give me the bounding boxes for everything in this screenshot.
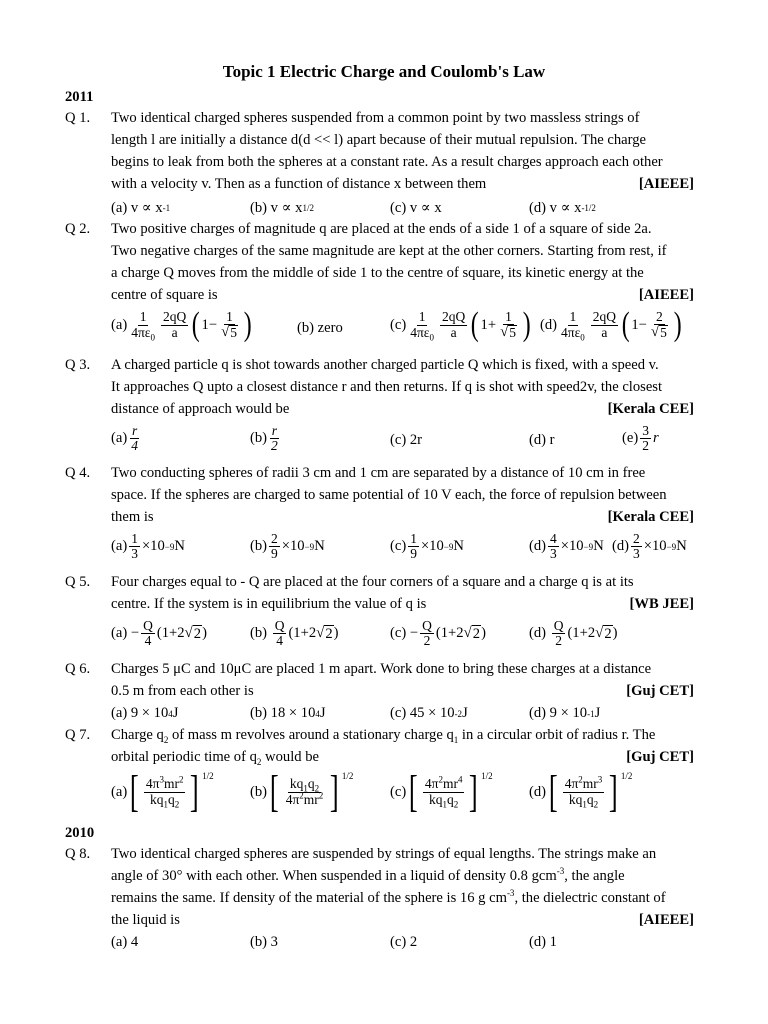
question-text: A charged particle q is shot towards another charged particle Q which is fixed, with a speed v. bbox=[111, 357, 659, 373]
question-text: It approaches Q upto a closest distance r and then returns. If q is shot with speed2v, the closest bbox=[111, 379, 663, 395]
exam-source: [WB JEE] bbox=[629, 596, 694, 612]
question-number: Q 3. bbox=[65, 357, 91, 373]
answer-option: (b) $\frac{2}{9}$ ×10 −9 N bbox=[250, 531, 325, 562]
question-number: Q 7. bbox=[65, 727, 91, 743]
answer-option: (c) − $\frac{Q}{2}$ (1+2 √ 2 ) bbox=[390, 618, 486, 649]
answer-option: (c) $\frac{1}{9}$ ×10 −9 N bbox=[390, 531, 464, 562]
question-number: Q 4. bbox=[65, 465, 91, 481]
question-text: centre. If the system is in equilibrium the value of q is bbox=[111, 596, 427, 612]
answer-option: (a) − $\frac{Q}{4}$ (1+2 √ 2 ) bbox=[111, 618, 207, 649]
answer-option: (c) 45 × 10 -2 J bbox=[390, 705, 468, 721]
answer-option: (d) 1 bbox=[529, 934, 557, 950]
question-text: them is bbox=[111, 509, 154, 525]
answer-option: (d) $\frac{1}{4\pi\varepsilon_0}$ $\frac{2qQ}{a}$ ( 1− 2 √ 5 ) bbox=[540, 306, 682, 343]
answer-option: (a) $\frac{1}{3}$ ×10 −9 N bbox=[111, 531, 185, 562]
question-text: the liquid is bbox=[111, 912, 180, 928]
answer-option: (b) $\frac{r}{2}$ bbox=[250, 423, 278, 454]
answer-option: (c) v ∝ x bbox=[390, 200, 442, 216]
page-title: Topic 1 Electric Charge and Coulomb's Law bbox=[222, 62, 546, 81]
answer-option: (a) 9 × 10 4 J bbox=[111, 705, 179, 721]
question-text: a charge Q moves from the middle of side 1 to the centre of square, its kinetic energy at the bbox=[111, 265, 644, 281]
question-number: Q 5. bbox=[65, 574, 91, 590]
answer-option: (b) $\frac{Q}{4}$ (1+2 √ 2 ) bbox=[250, 618, 339, 649]
exam-source: [Kerala CEE] bbox=[607, 401, 694, 417]
question-text: Two negative charges of the same magnitude are kept at the other corners. Starting from rest, if bbox=[111, 243, 667, 259]
question-text: Charges 5 μC and 10μC are placed 1 m apart. Work done to bring these charges at a distance bbox=[111, 661, 652, 677]
answer-option: (c) [ $\frac{4\pi^2mr^4}{kq_1q_2}$ ] 1/2 bbox=[390, 767, 493, 816]
exam-source: [AIEEE] bbox=[638, 176, 694, 192]
exam-source: [AIEEE] bbox=[638, 287, 694, 303]
exam-source: [AIEEE] bbox=[638, 912, 694, 928]
answer-option: (a) $\frac{1}{4\pi\varepsilon_0}$ $\frac{2qQ}{a}$ ( 1− 1 √ 5 ) bbox=[111, 306, 252, 343]
question-number: Q 2. bbox=[65, 221, 91, 237]
answer-option: (c) $\frac{1}{4\pi\varepsilon_0}$ $\frac{2qQ}{a}$ ( 1+ 1 √ 5 ) bbox=[390, 306, 531, 343]
question-text: with a velocity v. Then as a function of distance x between them bbox=[111, 176, 487, 192]
exam-source: [Kerala CEE] bbox=[607, 509, 694, 525]
answer-option: (b) v ∝ x 1/2 bbox=[250, 200, 314, 216]
answer-option: (b) 3 bbox=[250, 934, 278, 950]
answer-option: (b) zero bbox=[297, 320, 343, 336]
answer-option: (a) 4 bbox=[111, 934, 139, 950]
question-text: distance of approach would be bbox=[111, 401, 290, 417]
answer-option: (b) [ $\frac{kq_1q_2}{4\pi^2mr^2}$ ] 1/2 bbox=[250, 767, 354, 816]
answer-option: (c) 2r bbox=[390, 432, 423, 448]
question-text: Two identical charged spheres are suspended by strings of equal lengths. The strings make an bbox=[111, 846, 657, 862]
answer-option: (d) v ∝ x -1/2 bbox=[529, 200, 596, 216]
answer-option: (a) v ∝ x -1 bbox=[111, 200, 171, 216]
answer-option: (a) $\frac{r}{4}$ bbox=[111, 423, 138, 454]
answer-option: (d) $\frac{Q}{2}$ (1+2 √ 2 ) bbox=[529, 618, 618, 649]
answer-option: (d) [ $\frac{4\pi^2mr^3}{kq_1q_2}$ ] 1/2 bbox=[529, 767, 633, 816]
question-text: length l are initially a distance d(d << l) apart because of their mutual repulsion. The charge bbox=[111, 132, 647, 148]
question-text: Two positive charges of magnitude q are placed at the ends of a side 1 of a square of side 2a. bbox=[111, 221, 652, 237]
exam-source: [Guj CET] bbox=[626, 749, 694, 765]
question-text: Two identical charged spheres suspended from a common point by two massless strings of bbox=[111, 110, 640, 126]
year-heading: 2010 bbox=[65, 825, 95, 841]
question-text: 0.5 m from each other is bbox=[111, 683, 254, 699]
question-number: Q 6. bbox=[65, 661, 91, 677]
question-text: space. If the spheres are charged to same potential of 10 V each, the force of repulsion between bbox=[111, 487, 667, 503]
answer-option: (d) $\frac{2}{3}$ ×10 −9 N bbox=[612, 531, 687, 562]
question-text: centre of square is bbox=[111, 287, 218, 303]
question-text: angle of 30° with each other. When suspended in a liquid of density 0.8 gcm$^{-3}$, the angle bbox=[111, 866, 625, 884]
question-text: Charge $q_2$ of mass m revolves around a stationary charge $q_1$ in a circular orbit of radius r. The bbox=[111, 727, 656, 745]
question-text: Four charges equal to - Q are placed at the four corners of a square and a charge q is at its bbox=[111, 574, 634, 590]
answer-option: (d) 9 × 10 -1 J bbox=[529, 705, 601, 721]
question-number: Q 8. bbox=[65, 846, 91, 862]
exam-source: [Guj CET] bbox=[626, 683, 694, 699]
answer-option: (b) 18 × 10 4 J bbox=[250, 705, 326, 721]
answer-option: (d) $\frac{4}{3}$ ×10 −9 N bbox=[529, 531, 604, 562]
answer-option: (e) $\frac{3}{2}$ r bbox=[622, 423, 659, 454]
question-number: Q 1. bbox=[65, 110, 91, 126]
answer-option: (c) 2 bbox=[390, 934, 418, 950]
answer-option: (a) [ $\frac{4\pi^3mr^2}{kq_1q_2}$ ] 1/2 bbox=[111, 767, 214, 816]
question-text: begins to leak from both the spheres at a constant rate. As a result charges approach each other bbox=[111, 154, 663, 170]
question-text: orbital periodic time of $q_2$ would be bbox=[111, 749, 319, 767]
question-text: Two conducting spheres of radii 3 cm and 1 cm are separated by a distance of 10 cm in free bbox=[111, 465, 646, 481]
question-text: remains the same. If density of the material of the sphere is 16 g $cm^{-3}$, the dielectric constant of bbox=[111, 888, 666, 906]
answer-option: (d) r bbox=[529, 432, 555, 448]
year-heading: 2011 bbox=[65, 89, 94, 105]
